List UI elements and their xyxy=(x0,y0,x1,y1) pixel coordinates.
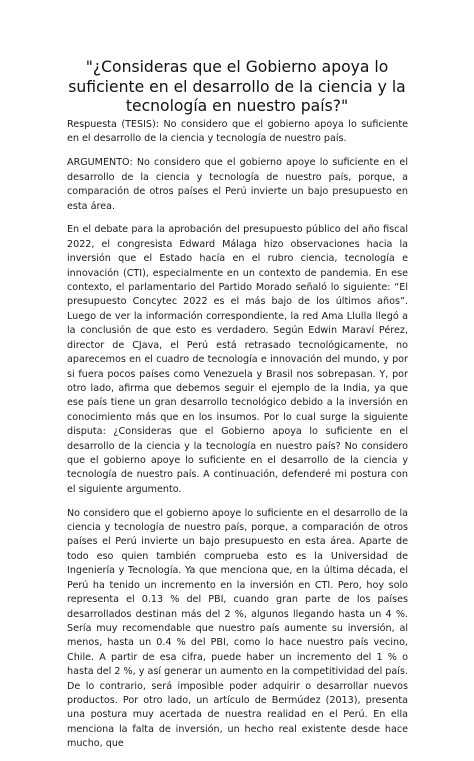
development-paragraph: No considero que el gobierno apoye lo suficiente en el desarrollo de la ciencia y tecnología de nuestro país, porque, a comparación de otros países el Perú invierte un bajo presupuesto en esta área. Aparte de todo eso quien también comprueba esto es la Universidad de Ingeniería y Tecnología. Ya que menciona que, en la última década, el Perú ha tenido un incremento en la inversión en CTI. Pero, hoy solo representa el 0.13 % del PBI, cuando gran parte de los países desarrollados destinan más del 2 %, algunos llegando hasta un 4 %. Sería muy recomendable que nuestro país aumente su inversión, al menos, hasta un 0.4 % del PBI, como lo hace nuestro país vecino, Chile. A partir de esa cifra, puede haber un incremento del 1 % o hasta del 2 %, y así generar un aumento en la competitividad del país. De lo contrario, será imposible poder adquirir o desarrollar nuevos productos. Por otro lado, un artículo de Bermúdez (2013), presenta una postura muy acertada de nuestra realidad en el Perú. En ella menciona la falta de inversión, un hecho real existente desde hace mucho, que xyxy=(67,507,408,750)
thesis-paragraph: Respuesta (TESIS): No considero que el gobierno apoya lo suficiente en el desarrollo de la ciencia y tecnología de nuestro país. xyxy=(67,119,408,145)
context-paragraph: En el debate para la aprobación del presupuesto público del año fiscal 2022, el congresista Edward Málaga hizo observaciones hacia la inversión que el Estado hacía en el rubro ciencia, tecnología e innovación (CTI), especialmente en un contexto de pandemia. En ese contexto, el parlamentario del Partido Morado señaló lo siguiente: “El presupuesto Concytec 2022 es el más bajo de los últimos años”. Luego de ver la información correspondiente, la red Ama Llulla llegó a la conclusión de que esto es verdadero. Según Edwin Maraví Pérez, director de CJava, el Perú está retrasado tecnológicamente, no aparecemos en el cuadro de tecnología e innovación del mundo, y por si fuera pocos países como Venezuela y Brasil nos sobrepasan. Y, por otro lado, afirma que debemos seguir el ejemplo de la India, ya que ese país tiene un gran desarrollo tecnológico debido a la inversión en conocimiento más que en los insumos. Por lo cual surge la siguiente disputa: ¿Consideras que el Gobierno apoya lo suficiente en el desarrollo de la ciencia y la tecnología en nuestro país? No considero que el gobierno apoye lo suficiente en el desarrollo de la ciencia y tecnología de nuestro país. A continuación, defenderé mi postura con el siguiente argumento. xyxy=(67,224,408,495)
document-title: "¿Consideras que el Gobierno apoya lo suficiente en el desarrollo de la ciencia y la tecnología en nuestro país?" xyxy=(68,58,406,115)
argument-paragraph: ARGUMENTO: No considero que el gobierno apoye lo suficiente en el desarrollo de la ciencia y tecnología de nuestro país, porque, a comparación de otros países el Perú invierte un bajo presupuesto en esta área. xyxy=(67,157,408,212)
document-body xyxy=(67,118,408,761)
